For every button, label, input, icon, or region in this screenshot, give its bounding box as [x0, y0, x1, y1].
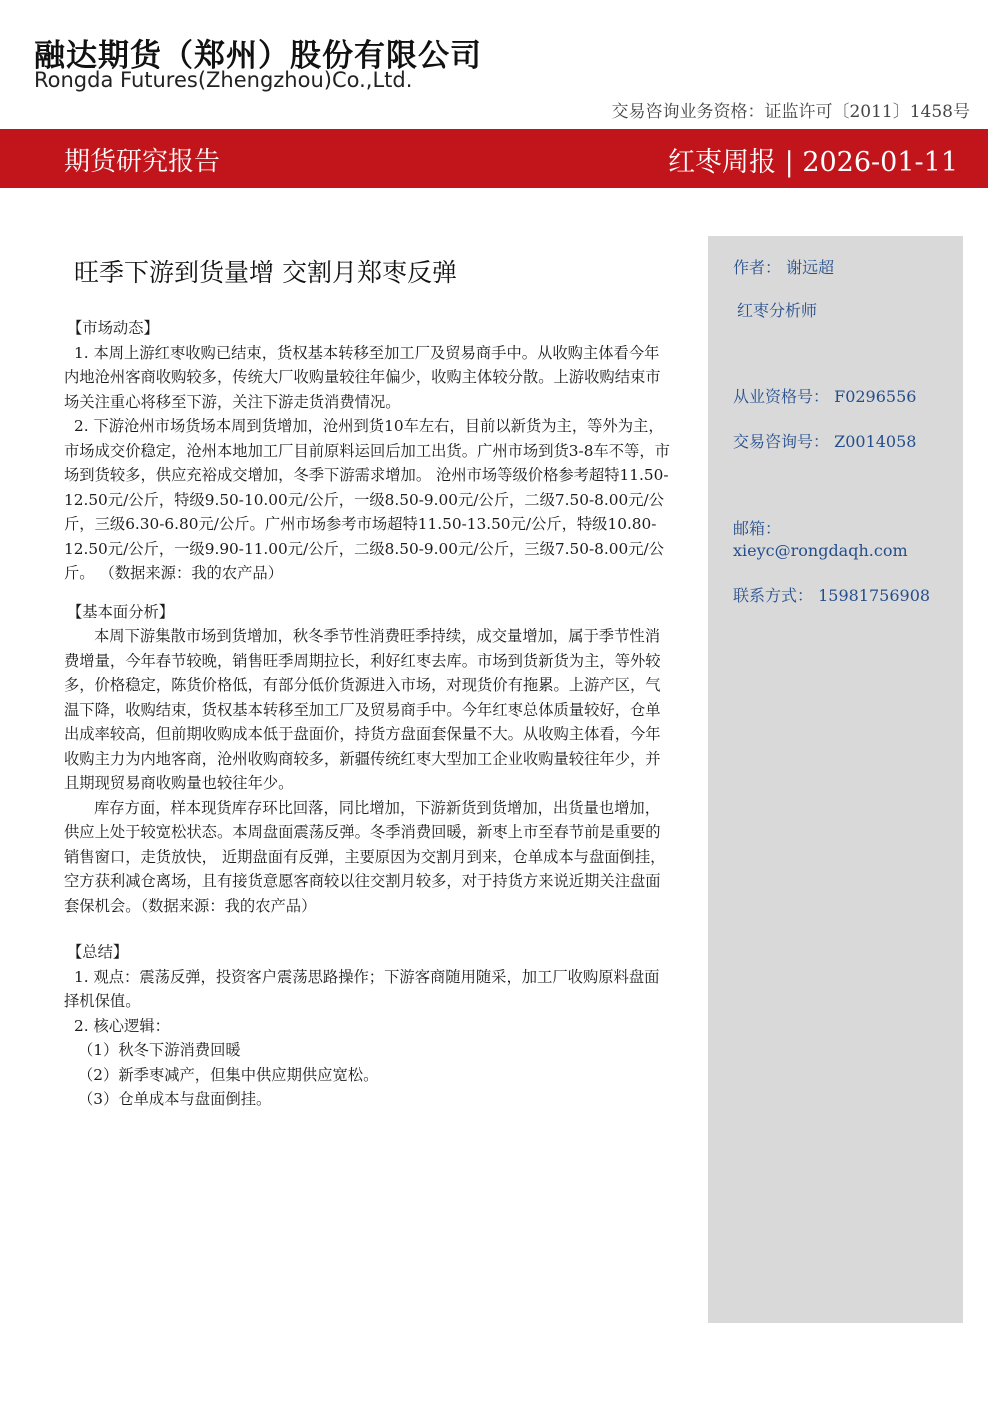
market-heading: 【市场动态】: [67, 319, 159, 337]
consult-number: 交易咨询号： Z0014058: [733, 432, 917, 451]
report-body: [64, 316, 674, 1112]
report-banner: [0, 129, 988, 188]
author-role: 红枣分析师: [737, 301, 818, 320]
market-paragraph-2: 2. 下游沧州市场货场本周到货增加，沧州到货10车左右，目前以新货为主，等外为主，市场成交价稳定，沧州本地加工厂目前原料运回后加工出货。广州市场到货3-8车不等，市场到货较多，供应充裕成交增加，冬季下游需求增加。 沧州市场等级价格参考超特11.50-12.50元/公斤，特级9.50-10.00元/公斤，一级8.50-9.00元/公斤，二级7.50-8.00元/公斤，三级6.30-6.80元/公斤。广州市场参考市场超特11.50-13.50元/公斤，特级10.80-12.50元/公斤，一级9.90-11.00元/公斤，二级8.50-9.00元/公斤，三级7.50-8.00元/公斤。 （数据来源：我的农产品）: [64, 417, 670, 582]
fundamental-paragraph-1: 本周下游集散市场到货增加，秋冬季节性消费旺季持续，成交量增加，属于季节性消费增量，今年春节较晚，销售旺季周期拉长，利好红枣去库。市场到货新货为主，等外较多，价格稳定，陈货价格低，有部分低价货源进入市场，对现货价有拖累。上游产区，气温下降，收购结束，货权基本转移至加工厂及贸易商手中。今年红枣总体质量较好，仓单出成率较高，但前期收购成本低于盘面价，持货方盘面套保量不大。从收购主体看，今年收购主力为内地客商，沧州收购商较多，新疆传统红枣大型加工企业收购量较往年少，并且期现贸易商收购量也较往年少。: [64, 627, 661, 792]
summary-logic-label: 2. 核心逻辑：: [74, 1016, 170, 1035]
report-title: 旺季下游到货量增 交割月郑枣反弹: [74, 258, 457, 287]
author-sidebar: [708, 236, 963, 1323]
license-info: 交易咨询业务资格：证监许可〔2011〕1458号: [611, 102, 970, 122]
company-name-en: Rongda Futures(Zhengzhou)Co.,Ltd.: [34, 68, 413, 92]
fundamental-heading: 【基本面分析】: [67, 602, 175, 621]
phone-number: 联系方式： 15981756908: [733, 586, 931, 605]
summary-view: 1. 观点：震荡反弹，投资客户震荡思路操作；下游客商随用随采，加工厂收购原料盘面择机保值。: [64, 967, 660, 1010]
qualification-number: 从业资格号： F0296556: [733, 387, 917, 406]
summary-heading: 【总结】: [67, 943, 129, 961]
report-name-date: 红枣周报 | 2026-01-11: [668, 147, 958, 178]
market-paragraph-1: 1. 本周上游红枣收购已结束，货权基本转移至加工厂及贸易商手中。从收购主体看今年内地沧州客商收购较多，传统大厂收购量较往年偏少，收购主体较分散。上游收购结束市场关注重心将移至下游，关注下游走货消费情况。: [64, 343, 661, 411]
email-link[interactable]: xieyc@rongdaqh.com: [733, 541, 908, 560]
summary-logic-item: （1）秋冬下游消费回暖: [78, 1041, 241, 1059]
report-type: 期货研究报告: [64, 147, 221, 177]
author-name: 作者： 谢远超: [733, 258, 835, 277]
fundamental-paragraph-2: 库存方面，样本现货库存环比回落，同比增加，下游新货到货增加，出货量也增加，供应上处于较宽松状态。本周盘面震荡反弹。冬季消费回暖，新枣上市至春节前是重要的销售窗口，走货放快， 近期盘面有反弹，主要原因为交割月到来，仓单成本与盘面倒挂，空方获利减仓离场，且有接货意愿客商较以往交割月较多，对于持货方来说近期关注盘面套保机会。（数据来源：我的农产品）: [64, 798, 666, 915]
company-name-cn: 融达期货（郑州）股份有限公司: [34, 38, 482, 74]
email-label: 邮箱：: [733, 519, 782, 538]
summary-logic-item: （2）新季枣减产，但集中供应期供应宽松。: [78, 1065, 379, 1084]
summary-logic-item: （3）仓单成本与盘面倒挂。: [78, 1090, 272, 1108]
